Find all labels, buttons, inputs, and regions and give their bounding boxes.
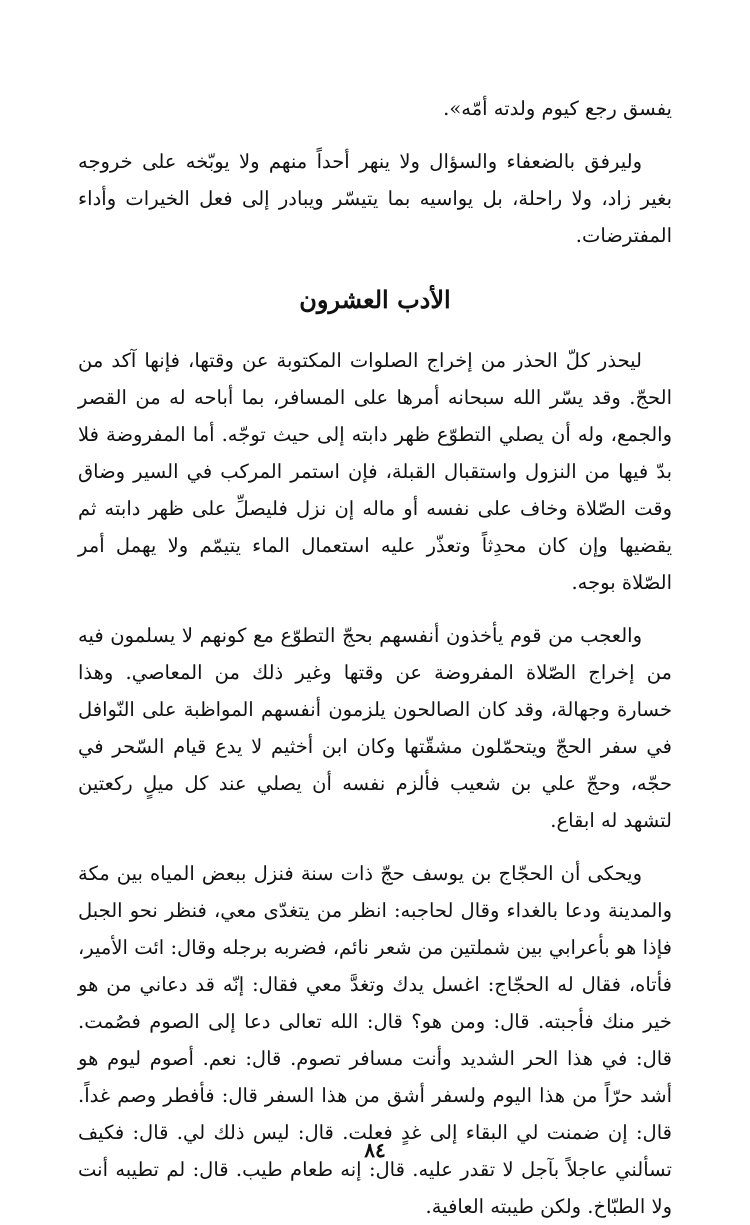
paragraph-prayers: ليحذر كلّ الحذر من إخراج الصلوات المكتوبة عن وقتها، فإنها آكد من الحجّ. وقد يسّر الله سبحانه أمرها على المسافر، بما أباحه له من القصر والجمع، وله أن يصلي التطوّع ظهر دابته إلى حيث توجّه. أما المفروضة فلا بدّ فيها من النزول واستقبال القبلة، فإن استمر المركب في السير وضاق وقت الصّلاة وخاف على نفسه أو ماله إن نزل فليصلِّ على ظهر دابته ثم يقضيها وإن كان محدِثاً وتعذّر عليه استعمال الماء يتيمّم ولا يهمل أمر الصّلاة بوجه. bbox=[78, 349, 672, 594]
paragraph-voluntary-hajj: والعجب من قوم يأخذون أنفسهم بحجّ التطوّع مع كونهم لا يسلمون فيه من إخراج الصّلاة المفروضة عن وقتها وغير ذلك من المعاصي. وهذا خسارة وجهالة، وقد كان الصالحون يلزمون أنفسهم المواظبة على النّوافل في سفر الحجّ ويتحمّلون مشقّتها وكان ابن أخثيم لا يدع قيام السّحر في حجّه، وحجّ علي بن شعيب فألزم نفسه أن يصلي عند كل ميلٍ ركعتين لتشهد له ابقاع. bbox=[78, 624, 672, 832]
paragraph-hajjaj-story: ويحكى أن الحجّاج بن يوسف حجّ ذات سنة فنزل ببعض المياه بين مكة والمدينة ودعا بالغداء وقال لحاجبه: انظر من يتغدّى معي، فنظر نحو الجبل فإذا هو بأعرابي بين شملتين من شعر نائم، فضربه برجله وقال: ائت الأمير، فأتاه، فقال له الحجّاج: اغسل يدك وتغدَّ معي فقال: إنّه قد دعاني من هو خير منك فأجبته. قال: ومن هو؟ قال: الله تعالى دعا إلى الصوم فصُمت. قال: في هذا الحر الشديد وأنت مسافر تصوم. قال: نعم. أصوم ليوم هو أشد حرّاً من هذا اليوم ولسفر أشق من هذا السفر قال: فأفطر وصم غداً. قال: إن ضمنت لي البقاء إلى غدٍ فعلت. قال: ليس ذلك لي. قال: فكيف تسألني عاجلاً بآجل لا تقدر عليه. قال: إنه طعام طيب. قال: لم تطيبه أنت ولا الطبّاخ. ولكن طيبته العافية. bbox=[78, 862, 672, 1218]
page-number: ٨٤ bbox=[364, 1138, 386, 1162]
paragraph-charity: وليرفق بالضعفاء والسؤال ولا ينهر أحداً منهم ولا يوبّخه على خروجه بغير زاد، ولا راحلة، بل يواسيه بما يتيسّر ويبادر إلى فعل الخيرات وأداء المفترضات. bbox=[78, 150, 672, 247]
document-page bbox=[78, 90, 672, 1218]
paragraph-continued: يفسق رجع كيوم ولدته أمّه». bbox=[443, 97, 672, 120]
section-heading: الأدب العشرون bbox=[299, 285, 451, 314]
